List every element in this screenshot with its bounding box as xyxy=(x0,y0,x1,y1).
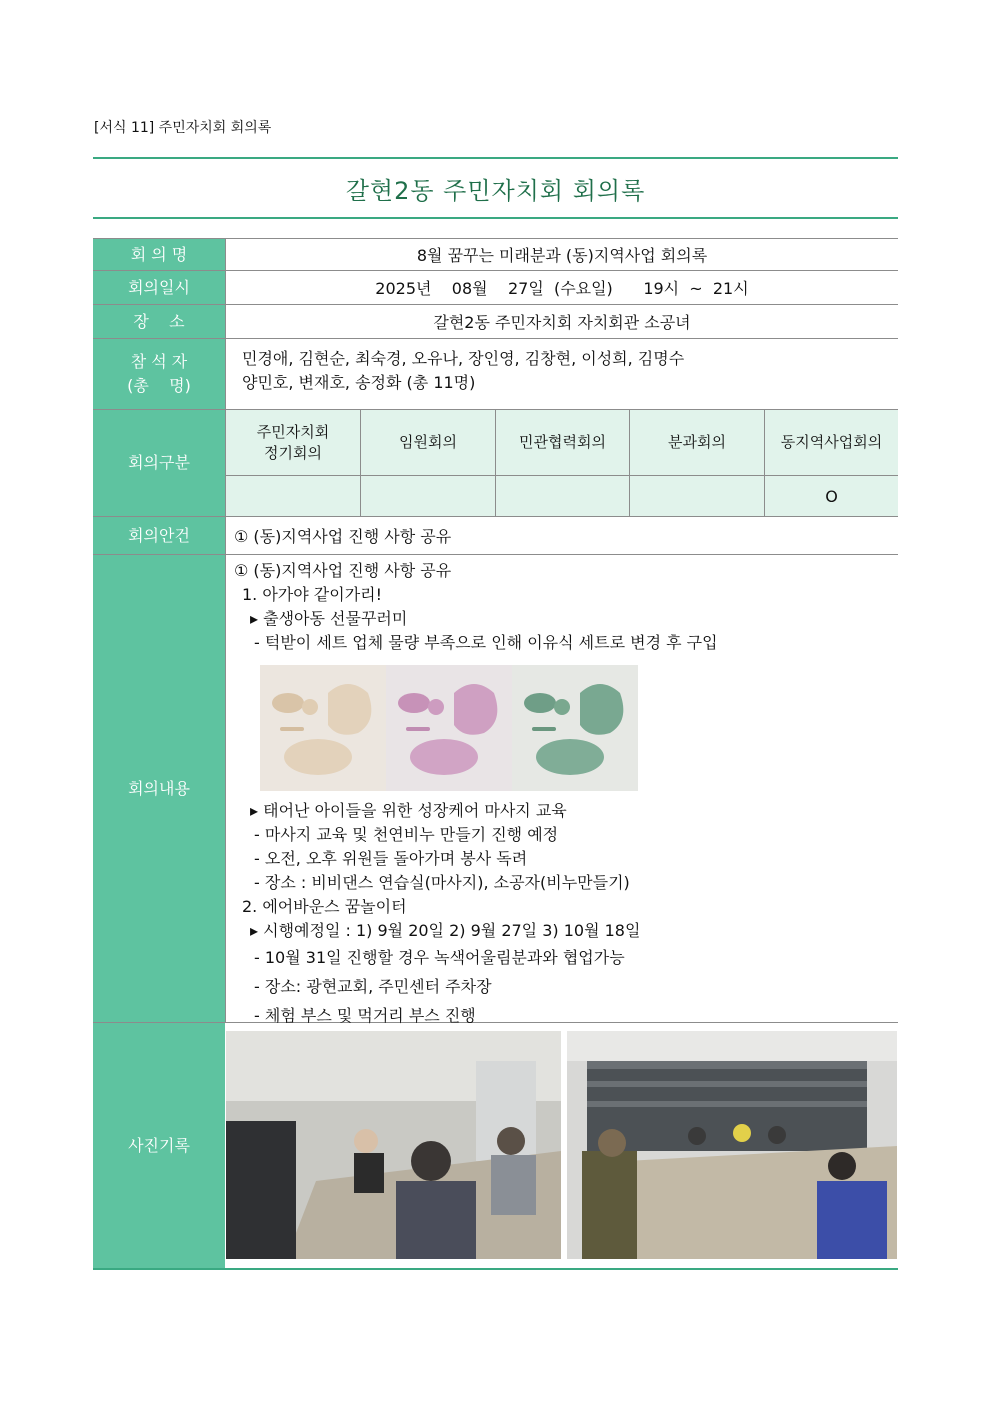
content-line: - 장소 : 비비댄스 연습실(마사지), 소공자(비누만들기) xyxy=(254,873,630,892)
row-meeting-name xyxy=(93,238,898,271)
label-attendees xyxy=(93,339,225,409)
form-label: [서식 11] 주민자치회 회의록 xyxy=(94,120,272,136)
meeting-type-mark-1 xyxy=(225,476,360,516)
meeting-photo-1 xyxy=(226,1031,561,1259)
meeting-type-col-3: 민관협력회의 xyxy=(495,410,629,475)
content-line: 2. 에어바운스 꿈놀이터 xyxy=(242,897,407,916)
attendees-value xyxy=(225,339,898,409)
row-content xyxy=(93,555,898,1023)
agenda-value: ① (동)지역사업 진행 사항 공유 xyxy=(225,517,898,554)
row-attendees xyxy=(93,339,898,410)
meeting-type-mark-5: O xyxy=(764,476,898,516)
content-block xyxy=(234,559,898,1030)
row-meeting-datetime xyxy=(93,271,898,305)
label-attendees-line1: 참 석 자 xyxy=(130,352,188,371)
label-place: 장 소 xyxy=(93,305,225,338)
label-photos: 사진기록 xyxy=(93,1023,225,1268)
content-line: - 체험 부스 및 먹거리 부스 진행 xyxy=(254,1006,476,1025)
meeting-datetime-value: 2025년 08월 27일 (수요일) 19시 ~ 21시 xyxy=(225,271,898,304)
title-bar xyxy=(93,157,898,219)
label-agenda: 회의안건 xyxy=(93,517,225,554)
label-meeting-type: 회의구분 xyxy=(93,410,225,516)
content-line: - 마사지 교육 및 천연비누 만들기 진행 예정 xyxy=(254,825,559,844)
meeting-type-mark-3 xyxy=(495,476,629,516)
content-line: ① (동)지역사업 진행 사항 공유 xyxy=(234,561,452,580)
meeting-type-col-4: 분과회의 xyxy=(629,410,764,475)
tableware-set-image xyxy=(260,665,638,791)
content-line: 1. 아가야 같이가리! xyxy=(242,585,383,604)
content-line: ▸ 태어난 아이들을 위한 성장케어 마사지 교육 xyxy=(250,801,567,820)
photos-value xyxy=(225,1023,898,1268)
meeting-photo-2 xyxy=(567,1031,897,1259)
meeting-type-col-1: 주민자치회 정기회의 xyxy=(225,410,360,475)
meeting-type-mark-2 xyxy=(360,476,495,516)
content-line: ▸ 출생아동 선물꾸러미 xyxy=(250,609,408,628)
meeting-type-col-5: 동지역사업회의 xyxy=(764,410,898,475)
label-attendees-line2: (총 명) xyxy=(127,376,191,395)
content-line: - 턱받이 세트 업체 물량 부족으로 인해 이유식 세트로 변경 후 구입 xyxy=(254,633,718,652)
label-meeting-name: 회 의 명 xyxy=(93,239,225,270)
content-line: ▸ 시행예정일 : 1) 9월 20일 2) 9월 27일 3) 10월 18일 xyxy=(250,921,641,940)
label-content: 회의내용 xyxy=(93,555,225,1022)
place-value: 갈현2동 주민자치회 자치회관 소공녀 xyxy=(225,305,898,338)
content-line: - 장소: 광현교회, 주민센터 주차장 xyxy=(254,977,492,996)
row-photos xyxy=(93,1023,898,1270)
row-meeting-type xyxy=(93,410,898,517)
meeting-name-value: 8월 꿈꾸는 미래분과 (동)지역사업 회의록 xyxy=(225,239,898,270)
label-meeting-datetime: 회의일시 xyxy=(93,271,225,304)
attendees-line1: 민경애, 김현순, 최숙경, 오유나, 장인영, 김창현, 이성희, 김명수 xyxy=(242,349,685,368)
meeting-type-grid xyxy=(225,410,898,516)
attendees-line2: 양민호, 변재호, 송정화 (총 11명) xyxy=(242,373,476,392)
product-image xyxy=(260,665,898,793)
content-line: - 10월 31일 진행할 경우 녹색어울림분과와 협업가능 xyxy=(254,948,625,967)
content-value xyxy=(225,555,898,1025)
meeting-type-col-2: 임원회의 xyxy=(360,410,495,475)
row-agenda xyxy=(93,517,898,555)
document-title: 갈현2동 주민자치회 회의록 xyxy=(345,177,646,205)
row-place xyxy=(93,305,898,339)
meeting-type-mark-4 xyxy=(629,476,764,516)
content-line: - 오전, 오후 위원들 돌아가며 봉사 독려 xyxy=(254,849,528,868)
